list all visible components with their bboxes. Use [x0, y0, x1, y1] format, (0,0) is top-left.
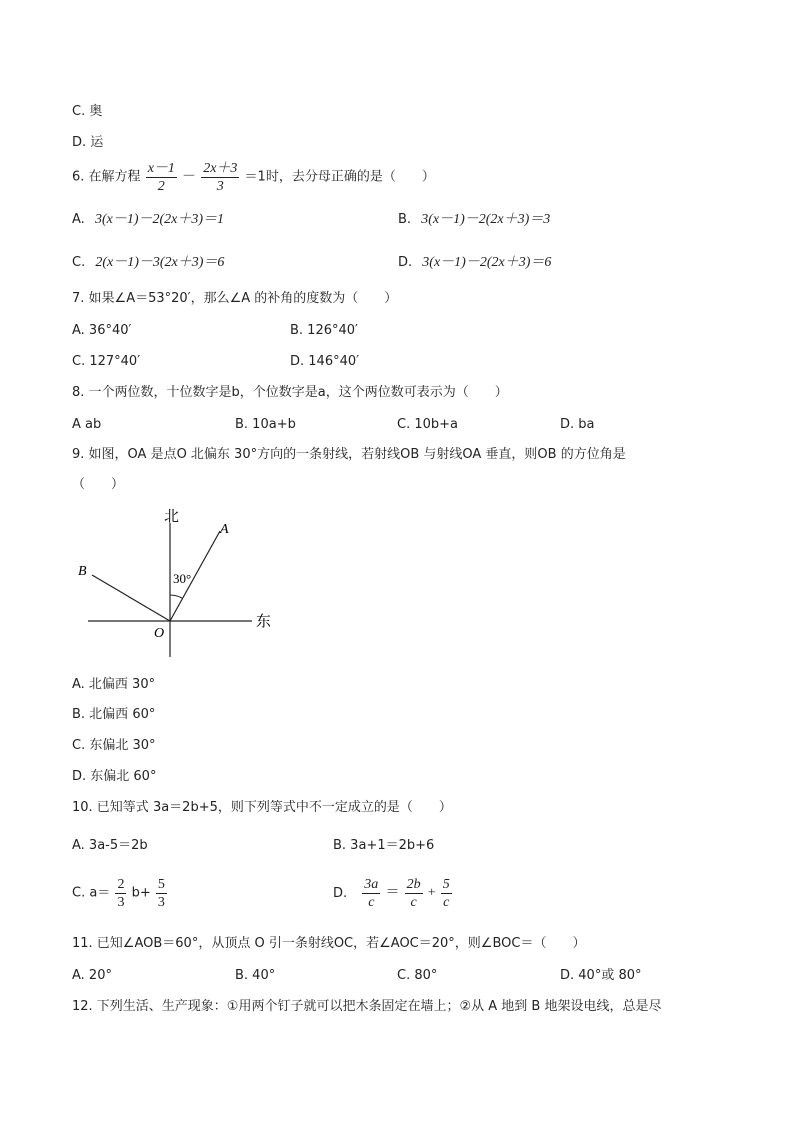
label-o: O [154, 626, 165, 641]
q10-option-b: B. 3a+1＝2b+6 [333, 838, 435, 853]
q6-suffix: ＝1时，去分母正确的是（ ） [244, 169, 435, 185]
q10-d-f1-num: 3a [364, 877, 379, 892]
q9-option-d: D. 东偏北 60° [72, 769, 157, 784]
q6-d-expr: 3(x－1)－2(2x＋3)＝6 [422, 255, 552, 270]
q6-stem [72, 160, 435, 195]
q7-option-a: A. 36°40′ [72, 323, 132, 338]
q6-option-d [398, 254, 551, 272]
q9-option-b: B. 北偏西 60° [72, 707, 156, 722]
q6-option-c [72, 254, 224, 272]
q9-stem-cont: （ ） [72, 477, 125, 492]
q10-c-f1-den: 3 [117, 895, 125, 910]
q6-fraction-1 [146, 160, 177, 195]
ray-ob [92, 575, 170, 621]
q8-option-c: C. 10b+a [397, 417, 458, 432]
q5-option-c: C. 奥 [72, 104, 103, 119]
q10-d-f3-den: c [443, 895, 450, 910]
q10-d-frac-3 [441, 876, 452, 911]
q10-option-a: A. 3a-5＝2b [72, 838, 148, 853]
q8-option-b: B. 10a+b [235, 417, 296, 432]
q8-stem: 8. 一个两位数，十位数字是b，个位数字是a，这个两位数可表示为（ ） [72, 385, 508, 400]
q6-d-label: D. [398, 255, 413, 270]
q9-figure [72, 503, 282, 663]
q6-option-b [398, 211, 550, 229]
q7-option-b: B. 126°40′ [290, 323, 358, 338]
q7-option-c: C. 127°40′ [72, 354, 141, 369]
label-a: A [220, 522, 229, 537]
angle-arc [170, 595, 182, 598]
q10-option-c [72, 876, 168, 911]
label-b: B [78, 564, 87, 579]
q10-c-f2-den: 3 [157, 895, 165, 910]
q5-option-d: D. 运 [72, 135, 104, 150]
label-north: 北 [164, 507, 180, 525]
q6-c-expr: 2(x－1)－3(2x＋3)＝6 [95, 255, 225, 270]
q6-prefix: 6. 在解方程 [72, 169, 141, 185]
q10-d-f2-den: c [410, 895, 417, 910]
q6-frac2-den: 3 [216, 179, 224, 194]
q11-option-d: D. 40°或 80° [560, 968, 642, 983]
q8-option-a: A ab [72, 417, 102, 432]
q10-d-frac-2 [405, 876, 423, 911]
q10-d-eq: ＝ [385, 885, 400, 901]
q10-stem: 10. 已知等式 3a＝2b+5，则下列等式中不一定成立的是（ ） [72, 800, 452, 815]
q9-option-a: A. 北偏西 30° [72, 677, 156, 692]
q10-option-d [333, 876, 453, 911]
q7-stem: 7. 如果∠A＝53°20′，那么∠A 的补角的度数为（ ） [72, 291, 398, 306]
q10-c-f1-num: 2 [117, 877, 125, 892]
q12-stem: 12. 下列生活、生产现象：①用两个钉子就可以把木条固定在墙上；②从 A 地到 B 地架设电线，总是尽 [72, 999, 662, 1014]
q6-frac1-den: 2 [157, 179, 165, 194]
q10-d-plus: + [427, 885, 436, 901]
q10-c-frac-2 [156, 876, 167, 911]
q9-stem: 9. 如图，OA 是点O 北偏东 30°方向的一条射线，若射线OB 与射线OA 垂直，则OB 的方位角是 [72, 447, 626, 462]
q6-c-label: C. [72, 255, 86, 270]
q10-c-f2-num: 5 [157, 877, 165, 892]
q11-stem: 11. 已知∠AOB＝60°，从顶点 O 引一条射线OC，若∠AOC＝20°，则∠BOC＝（ ） [72, 936, 586, 951]
q7-option-d: D. 146°40′ [290, 354, 360, 369]
q10-c-prefix: C. a＝ [72, 885, 111, 901]
q6-option-a [72, 211, 224, 229]
q6-frac2-num: 2x＋3 [203, 161, 238, 176]
q6-minus: － [182, 169, 197, 185]
q6-fraction-2 [201, 160, 239, 195]
q10-d-f1-den: c [368, 895, 375, 910]
q11-option-b: B. 40° [235, 968, 276, 983]
q10-c-frac-1 [115, 876, 126, 911]
q6-b-expr: 3(x－1)－2(2x＋3)＝3 [421, 212, 551, 227]
q10-d-f2-num: 2b [406, 877, 421, 892]
q6-frac1-num: x－1 [147, 161, 175, 176]
q11-option-a: A. 20° [72, 968, 112, 983]
q6-b-label: B. [398, 212, 412, 227]
q10-d-f3-num: 5 [442, 877, 450, 892]
q8-option-d: D. ba [560, 417, 595, 432]
q11-option-c: C. 80° [397, 968, 438, 983]
q6-a-expr: 3(x－1)－2(2x＋3)＝1 [94, 212, 225, 227]
q10-c-mid: b+ [131, 885, 151, 901]
label-east: 东 [256, 612, 272, 630]
q10-d-prefix: D. [333, 885, 348, 901]
q9-option-c: C. 东偏北 30° [72, 738, 156, 753]
q6-a-label: A. [72, 212, 85, 227]
q10-d-frac-1 [362, 876, 380, 911]
label-angle: 30° [173, 571, 192, 586]
